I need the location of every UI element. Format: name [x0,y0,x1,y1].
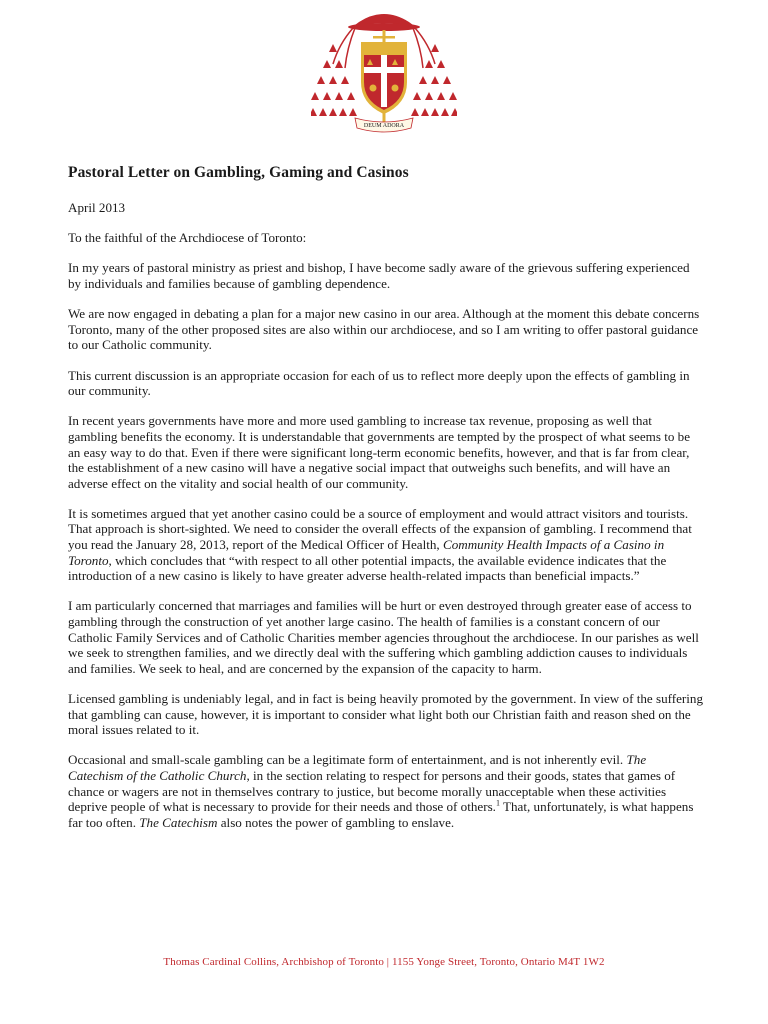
tassels-right-icon [411,44,457,116]
letter-date: April 2013 [68,200,126,215]
paragraph-1: In my years of pastoral ministry as priest and bishop, I have become sadly aware of the grievous suffering experienced by individuals and families because of gambling dependence. [68,260,690,291]
letter-salutation: To the faithful of the Archdiocese of Toronto: [68,230,307,246]
paragraph-4: In recent years governments have more and more used gambling to increase tax revenue, proposing as well that gambling benefits the economy. It is understandable that governments are tempted by the prospect of what seems to be an easy way to do that. Even if there were significant long-term economic benefits, however, and that is far from clear, the establishment of a new casino will have a negative social impact that outweighs such benefits, and will have an adverse effect on the vitality and social health of our community. [68,413,691,491]
motto-text: DEUM ADORA [363,123,405,129]
coat-of-arms-crest [311,4,457,138]
catechism-title: The Catechism of the Catholic Church [68,752,647,783]
letterhead-footer: Thomas Cardinal Collins, Archbishop of Toronto | 1155 Yonge Street, Toronto, Ontario M4T 1W2 [163,956,605,968]
catechism-short-title: The Catechism [139,814,218,830]
paragraph-5: It is sometimes argued that yet another casino could be a source of employment and would attract visitors and tourists. That approach is short-sighted. We need to consider the overall effects of the expansion of gambling. I recommend that you read the January 28, 2013, report of the Medical Officer of Health, Community Health Impacts of a Casino in Toronto, which concludes that “with respect to all other potential impacts, the available evidence indicates that the introduction of a new casino is likely to have greater adverse health-related impacts than beneficial impacts.” [68,505,692,584]
letter-body [68,200,704,845]
shield-icon [361,42,407,114]
paragraph-8: Occasional and small-scale gambling can be a legitimate form of entertainment, and is not inherently evil. The Catechism of the Catholic Church, in the section relating to respect for persons and their goods, states that games of chance or wagers are not in themselves contrary to justice, but become morally unacceptable when these activities deprive people of what is necessary to provide for their needs and those of others.$^1$ That, unfortunately, is what happens far too often. The Catechism also notes the power of gambling to enslave. [68,752,694,830]
paragraph-6: I am particularly concerned that marriages and families will be hurt or even destroyed through greater ease of access to gambling through the construction of yet another large casino. The health of families is a constant concern of our Catholic Family Services and of Catholic Charities member agencies throughout the archdiocese. In our parishes as well we seek to strengthen families, and we directly deal with the suffering which gambling addiction causes to individuals and families. We seek to heal, and are concerned by the expansion of the capacity to harm. [68,598,699,676]
tassels-left-icon [311,44,357,116]
page-title: Pastoral Letter on Gambling, Gaming and Casinos [68,164,409,181]
paragraph-7: Licensed gambling is undeniably legal, and in fact is being heavily promoted by the government. In view of the suffering that gambling can cause, however, it is important to consider what light both our Christian faith and reason shed on the moral issues related to it. [68,691,704,738]
report-title: Community Health Impacts of a Casino in Toronto [68,537,665,568]
footnote-marker: 1 [495,798,500,808]
paragraph-3: This current discussion is an appropriate occasion for each of us to reflect more deeply upon the effects of gambling in our community. [68,367,690,399]
paragraph-2: We are now engaged in debating a plan for a major new casino in our area. Although at the moment this debate concerns Toronto, many of the other proposed sites are also within our archdiocese, and so I am writing to offer pastoral guidance to our Catholic community. [68,306,700,353]
